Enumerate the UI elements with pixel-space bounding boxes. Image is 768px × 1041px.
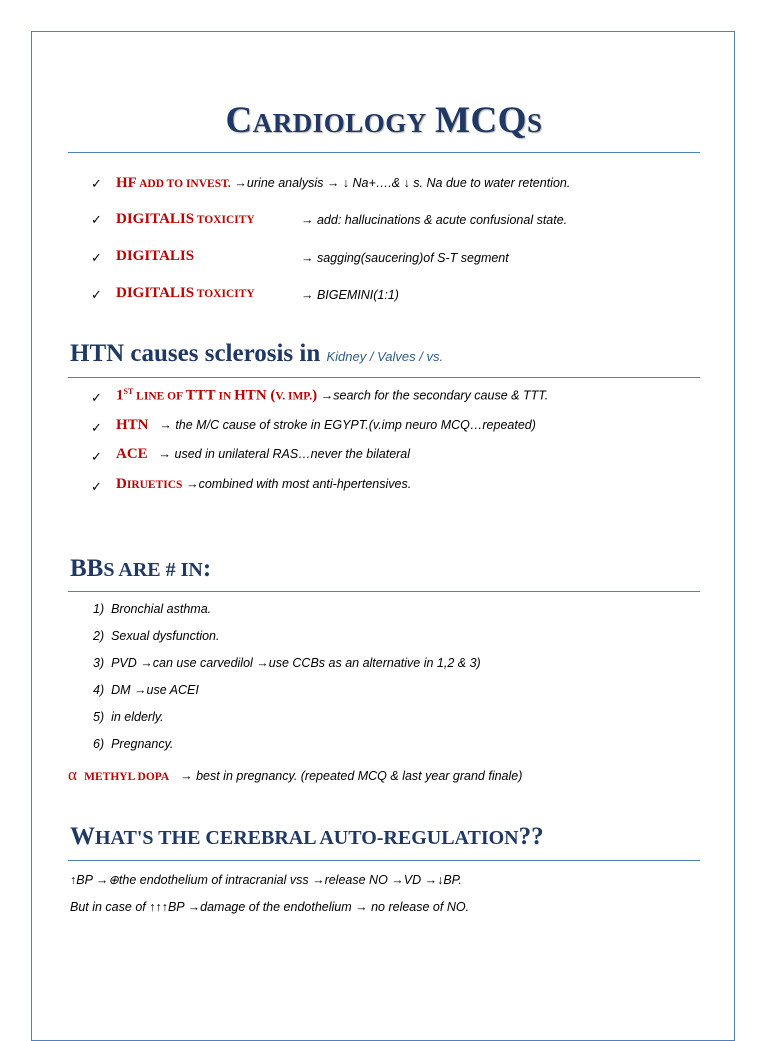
check-icon: ✓ [91,390,102,405]
list-item: 2) Sexual dysfunction. [93,629,220,643]
auto-rule [68,860,700,861]
list-item: DIGITALIS TOXICITY [116,211,255,227]
list-item: ACE → used in unilateral RAS…never the bilateral [116,446,411,462]
list-item: 3) PVD →can use carvedilol →use CCBs as an alternative in 1,2 & 3) [93,656,481,670]
list-item: 1ST LINE OF TTT IN HTN (V. IMP.) →search for the secondary cause & TTT. [116,387,549,404]
htn-heading: HTN causes sclerosis in Kidney / Valves / vs. [70,340,444,367]
list-item: 1) Bronchial asthma. [93,602,212,616]
list-item-text: → BIGEMINI(1:1) [301,288,399,302]
auto-regulation-line: But in case of ↑↑↑BP →damage of the endothelium → no release of NO. [70,900,470,914]
check-icon: ✓ [91,212,102,227]
bbs-rule [68,591,700,592]
check-icon: ✓ [91,176,102,191]
list-item: HF ADD TO INVEST. →urine analysis → ↓ Na+….& ↓ s. Na due to water retention. [116,175,571,191]
htn-rule [68,377,700,378]
auto-regulation-heading: WHAT'S THE CEREBRAL AUTO-REGULATION?? [70,823,544,850]
list-item: DIRUETICS →combined with most anti-hpertensives. [116,476,412,492]
methyl-dopa-line: α METHYL DOPA → best in pregnancy. (repeated MCQ & last year grand finale) [68,765,523,784]
list-item: DIGITALIS [116,248,195,264]
check-icon: ✓ [91,449,102,464]
list-item: 5) in elderly. [93,710,164,724]
list-item: 4) DM →use ACEI [93,683,199,697]
auto-regulation-line: ↑BP →⊕the endothelium of intracranial vss →release NO →VD →↓BP. [70,873,462,887]
check-icon: ✓ [91,420,102,435]
check-icon: ✓ [91,250,102,265]
check-icon: ✓ [91,479,102,494]
list-item: HTN → the M/C cause of stroke in EGYPT.(v.imp neuro MCQ…repeated) [116,417,536,433]
check-icon: ✓ [91,287,102,302]
title-rule [68,152,700,153]
list-item-text: → sagging(saucering)of S-T segment [301,251,509,265]
bbs-heading: BBS ARE # IN: [70,555,212,582]
page-title: CARDIOLOGY MCQS [225,100,543,141]
list-item: 6) Pregnancy. [93,737,174,751]
alpha-symbol: α [68,765,77,784]
list-item: DIGITALIS TOXICITY [116,285,255,301]
list-item-text: → add: hallucinations & acute confusional state. [301,213,568,227]
